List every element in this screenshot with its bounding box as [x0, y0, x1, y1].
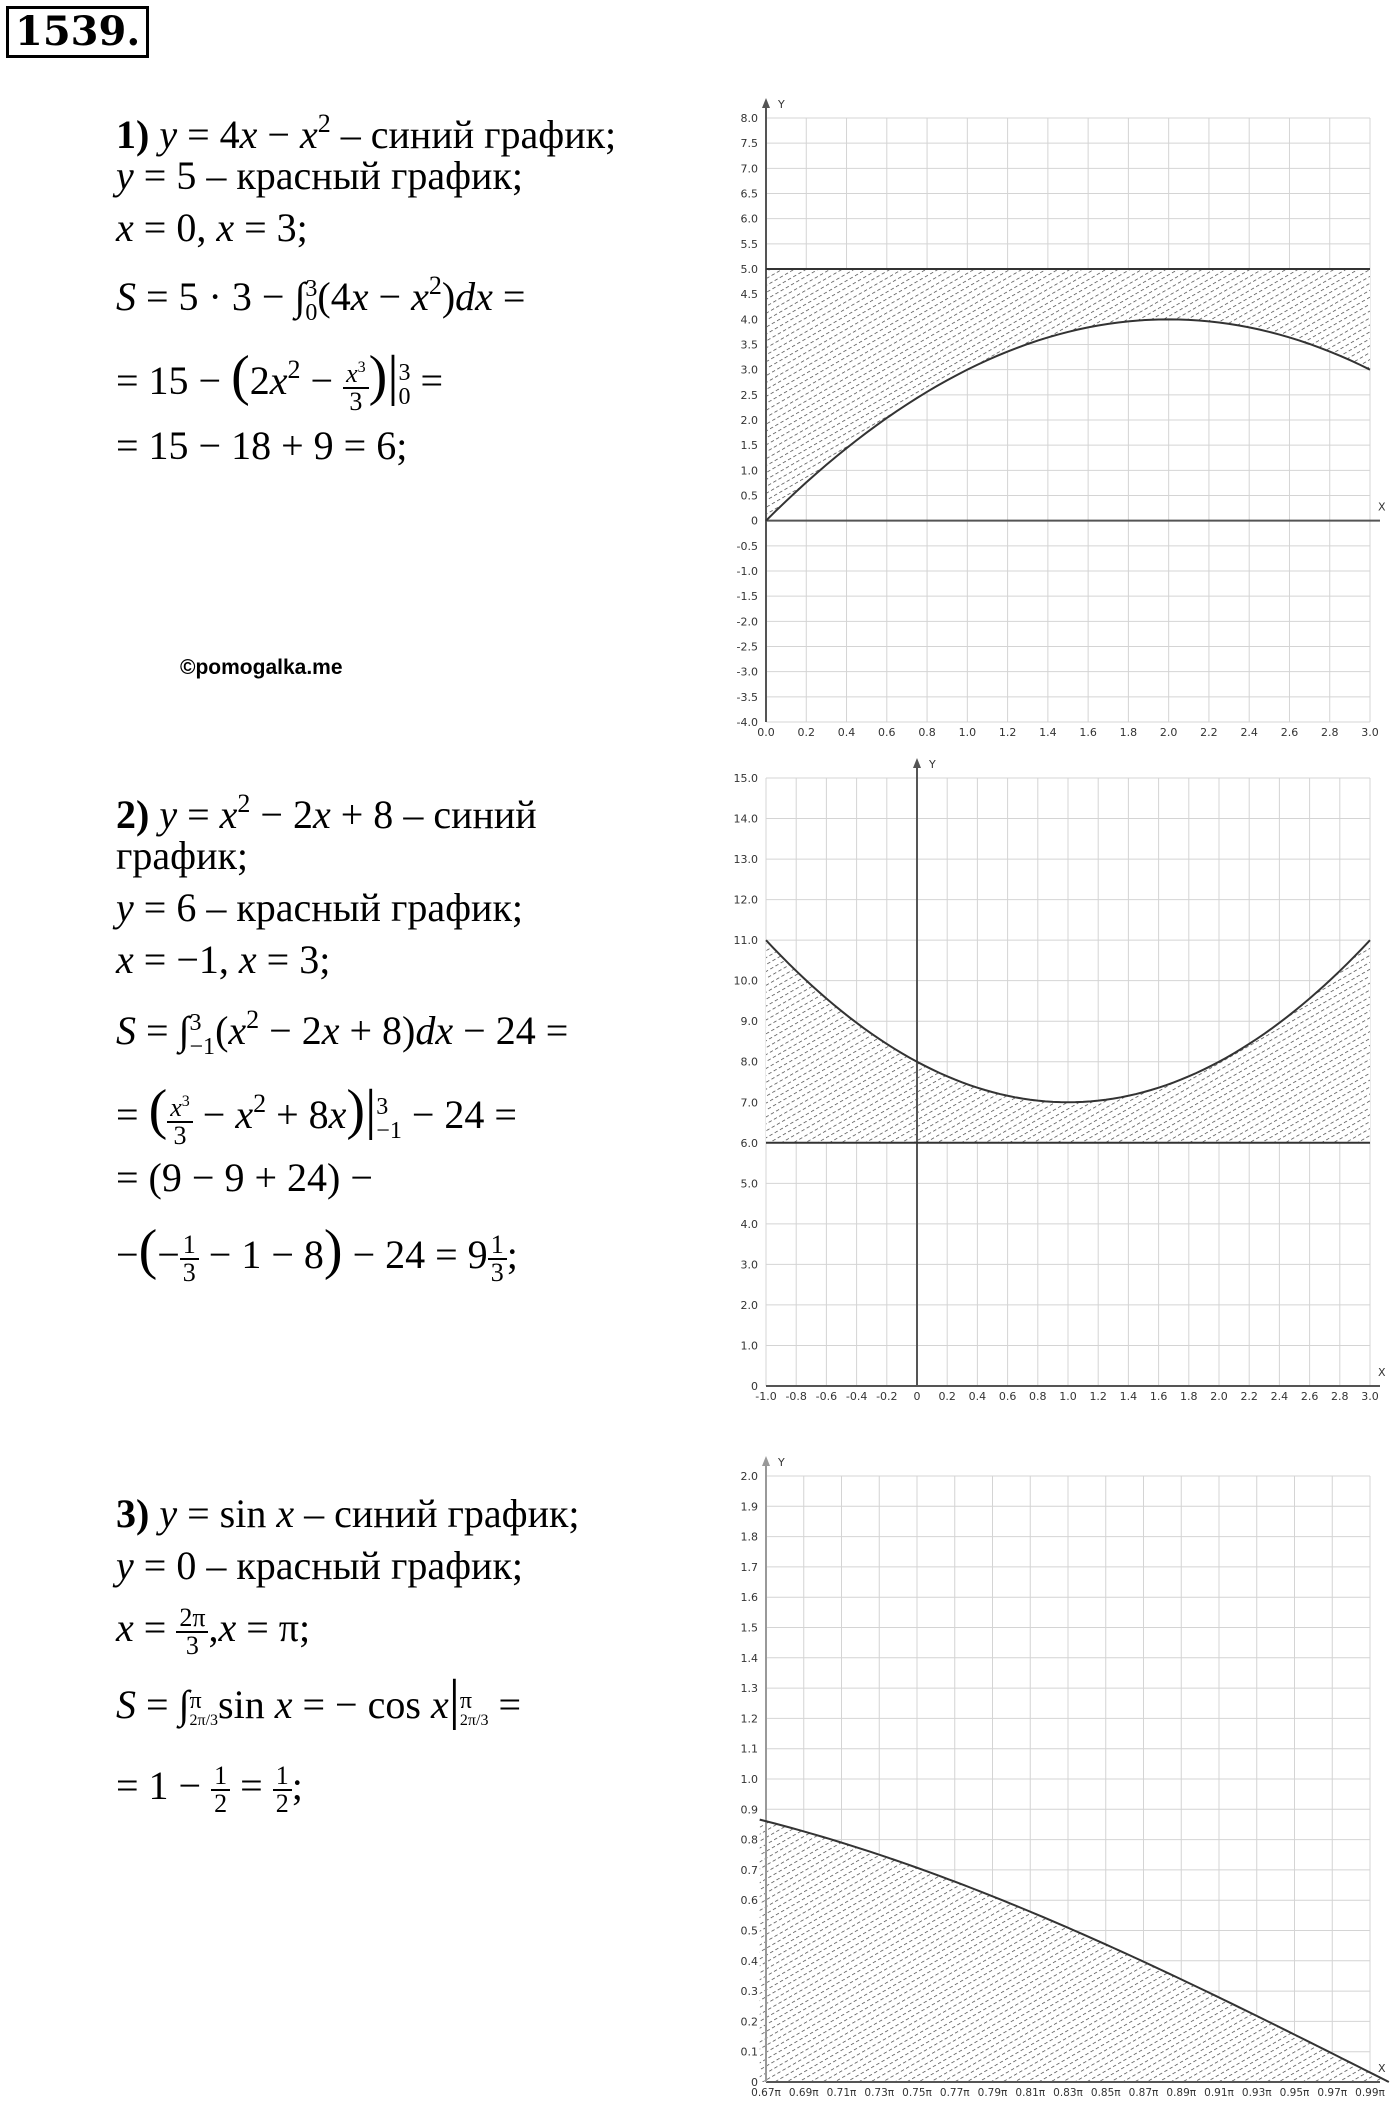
y-tick-label: 10.0 — [733, 974, 758, 988]
part1-line1: 1) $y = 4x - x^2$ – синий график; — [116, 109, 617, 157]
x-tick-label: 1.2 — [1089, 1390, 1107, 1403]
part2-line7: −(− $\frac{1}{3}$ − 1 − 8) − 24 = 9 $\frac{1}{3}$ ; — [116, 1219, 518, 1287]
y-tick-label: 0.5 — [740, 1924, 758, 1938]
part3-line4: S = ∫ π 2π/3 sin x = − cos x| π 2π/3 = — [116, 1669, 522, 1731]
y-tick-label: 7.0 — [740, 1096, 758, 1110]
x-tick-label: 1.0 — [958, 726, 977, 739]
x-tick-label: 0.67π — [751, 2087, 781, 2099]
y-tick-label: 0.6 — [740, 1894, 758, 1908]
y-tick-label: 0.3 — [740, 1985, 758, 1999]
y-tick-label: 1.1 — [740, 1742, 758, 1756]
y-tick-label: 5.0 — [740, 263, 758, 276]
part3-line2-tail: – красный график; — [196, 1543, 523, 1588]
x-tick-label: 2.2 — [1200, 726, 1218, 739]
problem-number: 1539. — [6, 6, 149, 58]
y-tick-label: 4.0 — [740, 1217, 758, 1231]
y-arrow — [913, 758, 921, 768]
y-arrow — [762, 1456, 770, 1466]
part2-line3: x = −1, x = 3; — [116, 937, 331, 982]
x-tick-label: 2.4 — [1270, 1390, 1289, 1403]
y-tick-label: 2.0 — [740, 1298, 758, 1312]
y-axis-label: Y — [778, 98, 785, 111]
part3-line1: 3) y = sin x – синий график; — [116, 1491, 580, 1536]
chart-1-group — [737, 98, 1386, 739]
y-tick-label: 14.0 — [733, 812, 758, 826]
x-axis-label: X — [1378, 2062, 1386, 2075]
y-tick-label: -1.5 — [736, 590, 758, 604]
x-tick-label: 0.2 — [797, 726, 816, 739]
y-tick-label: 1.8 — [740, 1530, 758, 1544]
x-tick-label: 0.87π — [1128, 2087, 1159, 2099]
part2-line1: 2) $y = x^2 - 2x + 8$ – синий — [116, 789, 537, 837]
part2-line1b: график; — [116, 833, 249, 878]
x-tick-label: 0.91π — [1204, 2087, 1234, 2099]
x-tick-label: 2.6 — [1280, 726, 1299, 739]
x-tick-label: 0.73π — [864, 2087, 895, 2099]
y-tick-label: -0.5 — [736, 539, 758, 553]
x-tick-label: 2.8 — [1331, 1390, 1349, 1403]
x-tick-label: 0.77π — [939, 2087, 970, 2099]
chart-3-group — [741, 1456, 1389, 2099]
y-tick-label: 0.9 — [740, 1803, 758, 1817]
part2-line2-tail: – красный график; — [196, 885, 523, 930]
y-tick-label: 2.0 — [740, 1470, 758, 1483]
y-tick-label: 0 — [751, 2076, 758, 2089]
part2-label: 2) — [116, 792, 150, 837]
x-tick-label: 2.0 — [1210, 1390, 1228, 1403]
y-tick-label: -3.5 — [736, 690, 758, 704]
y-tick-label: 9.0 — [740, 1015, 758, 1029]
y-axis-label: Y — [778, 1456, 785, 1469]
y-tick-label: 11.0 — [733, 934, 758, 948]
part1-line2: y = 5 – красный график; — [116, 153, 523, 198]
y-tick-label: -1.0 — [736, 565, 758, 578]
x-axis-label: X — [1378, 500, 1386, 514]
chart-2-group — [734, 758, 1387, 1403]
x-tick-label: 3.0 — [1361, 1390, 1379, 1403]
x-tick-label: 1.4 — [1039, 726, 1057, 739]
x-tick-label: 0.81π — [1015, 2087, 1046, 2099]
x-tick-label: 0.0 — [757, 726, 775, 739]
x-tick-label: 0.6 — [998, 1390, 1017, 1403]
y-tick-label: 15.0 — [733, 772, 758, 785]
part2-line4: S = ∫ 3 −1 $(x^2 - 2x + 8)dx - 24$ = — [116, 1005, 569, 1060]
y-tick-label: -4.0 — [736, 716, 758, 729]
y-tick-label: 4.5 — [740, 288, 758, 302]
x-tick-label: 0.83π — [1053, 2087, 1083, 2099]
y-tick-label: -2.5 — [736, 640, 758, 654]
x-tick-label: 0.99π — [1355, 2087, 1385, 2099]
y-tick-label: 1.0 — [740, 1773, 758, 1786]
y-tick-label: 0.4 — [740, 1954, 758, 1968]
x-tick-label: 1.6 — [1149, 1390, 1168, 1403]
x-tick-label: 1.8 — [1180, 1390, 1198, 1403]
x-tick-label: 0.93π — [1241, 2087, 1272, 2099]
y-tick-label: 12.0 — [733, 893, 758, 907]
y-tick-label: 2.5 — [740, 388, 758, 402]
y-tick-label: 1.3 — [740, 1682, 758, 1696]
part1-line6: = 15 − 18 + 9 = 6; — [116, 423, 408, 468]
part2-line1-tail: – синий — [393, 792, 537, 837]
y-tick-label: 0 — [751, 514, 758, 528]
x-tick-label: 0.8 — [918, 726, 936, 739]
x-tick-label: 0.75π — [902, 2087, 932, 2099]
y-arrow — [762, 98, 770, 108]
part3-line2: y = 0 – красный график; — [116, 1543, 523, 1588]
x-tick-label: 0.85π — [1090, 2087, 1121, 2099]
y-tick-label: 3.5 — [740, 338, 758, 352]
part1-line3: x = 0, x = 3; — [116, 205, 308, 250]
y-tick-label: 0 — [751, 1380, 758, 1393]
x-tick-label: 0.4 — [968, 1390, 987, 1403]
x-tick-label: -0.6 — [815, 1390, 838, 1403]
x-tick-label: 1.0 — [1059, 1390, 1077, 1403]
x-tick-label: 2.8 — [1320, 726, 1339, 739]
x-tick-label: 0.95π — [1279, 2087, 1310, 2099]
y-tick-label: 1.0 — [740, 464, 758, 478]
y-tick-label: 0.1 — [740, 2045, 758, 2059]
y-tick-label: 1.7 — [740, 1560, 758, 1574]
x-tick-label: 0.71π — [826, 2087, 857, 2099]
y-tick-label: 5.5 — [740, 237, 758, 251]
y-tick-label: 0.7 — [740, 1863, 758, 1877]
y-tick-label: 1.0 — [740, 1339, 758, 1353]
watermark: ©pomogalka.me — [180, 656, 343, 679]
y-tick-label: 1.5 — [740, 439, 758, 453]
y-tick-label: 8.0 — [740, 1055, 758, 1069]
y-tick-label: 3.0 — [740, 363, 758, 377]
y-tick-label: 6.0 — [740, 1136, 758, 1150]
x-tick-label: -0.2 — [876, 1390, 898, 1403]
part3-line5: = 1 − $\frac{1}{2}$ = $\frac{1}{2}$ ; — [116, 1760, 303, 1818]
y-tick-label: 5.0 — [740, 1177, 758, 1191]
x-tick-label: 2.6 — [1300, 1390, 1319, 1403]
y-tick-label: 8.0 — [740, 112, 758, 125]
y-tick-label: 1.5 — [740, 1621, 758, 1635]
part1-label: 1) — [116, 112, 150, 157]
part2-line6: = (9 − 9 + 24) − — [116, 1155, 373, 1200]
y-tick-label: 1.6 — [740, 1591, 758, 1605]
x-tick-label: 0.89π — [1166, 2087, 1197, 2099]
part1-line6-tail: ; — [396, 423, 408, 468]
x-tick-label: 2.2 — [1240, 1390, 1258, 1403]
x-tick-label: -1.0 — [755, 1390, 777, 1403]
x-tick-label: 2.4 — [1240, 726, 1258, 739]
part2-line5: = ( $\frac{x^3}{3}$ − $x^2 + 8x)|$ 3 −1 − 24 = — [116, 1079, 517, 1150]
x-tick-label: 1.2 — [998, 726, 1017, 739]
y-tick-label: 3.0 — [740, 1258, 758, 1272]
x-tick-label: 0.4 — [837, 726, 856, 739]
x-tick-label: 1.8 — [1119, 726, 1138, 739]
part1-line5: = $15 - (2x^2$ − $\frac{x^3}{3}$ )| 3 0 = — [116, 345, 444, 416]
part3-line3: x = $\frac{2\pi}{3}$ ,x = π; — [116, 1602, 311, 1660]
y-tick-label: 13.0 — [733, 853, 758, 867]
x-tick-label: 1.4 — [1119, 1390, 1138, 1403]
part1-line2-tail: – красный график; — [196, 153, 523, 198]
part3-line1-tail: – синий график; — [294, 1491, 580, 1536]
y-tick-label: 1.2 — [740, 1712, 758, 1726]
part3-label: 3) — [116, 1491, 150, 1536]
x-tick-label: 0.79π — [977, 2087, 1008, 2099]
x-tick-label: 0.2 — [938, 1390, 956, 1403]
y-tick-label: 0.5 — [740, 489, 758, 503]
y-tick-label: 1.9 — [740, 1500, 758, 1514]
y-tick-label: 0.2 — [740, 2015, 758, 2029]
x-tick-label: -0.8 — [785, 1390, 807, 1403]
y-tick-label: 7.5 — [740, 137, 758, 151]
x-tick-label: 2.0 — [1159, 726, 1178, 739]
x-tick-label: 0.69π — [788, 2087, 819, 2099]
y-tick-label: -3.0 — [736, 665, 758, 679]
x-tick-label: 0 — [913, 1390, 921, 1403]
x-tick-label: 1.6 — [1079, 726, 1097, 739]
y-tick-label: 4.0 — [740, 313, 758, 327]
x-tick-label: 0.97π — [1317, 2087, 1348, 2099]
x-axis-label: X — [1378, 1366, 1386, 1379]
y-tick-label: 1.4 — [740, 1651, 758, 1665]
y-tick-label: 7.0 — [740, 162, 758, 176]
part1-line4: S = 5 · 3 − ∫ 3 0 $(4x - x^2)dx$ = — [116, 271, 526, 326]
y-axis-label: Y — [929, 758, 936, 771]
x-tick-label: 3.0 — [1361, 726, 1379, 739]
x-tick-label: -0.4 — [845, 1390, 868, 1403]
y-tick-label: -2.0 — [736, 615, 758, 629]
part2-line2: y = 6 – красный график; — [116, 885, 523, 930]
y-tick-label: 2.0 — [740, 414, 758, 427]
x-tick-label: 0.6 — [878, 726, 896, 739]
y-tick-label: 0.8 — [740, 1833, 758, 1847]
y-tick-label: 6.0 — [740, 212, 758, 226]
x-tick-label: 0.8 — [1029, 1390, 1047, 1403]
part1-line1-tail: – синий график; — [330, 112, 617, 157]
y-tick-label: 6.5 — [740, 187, 758, 201]
